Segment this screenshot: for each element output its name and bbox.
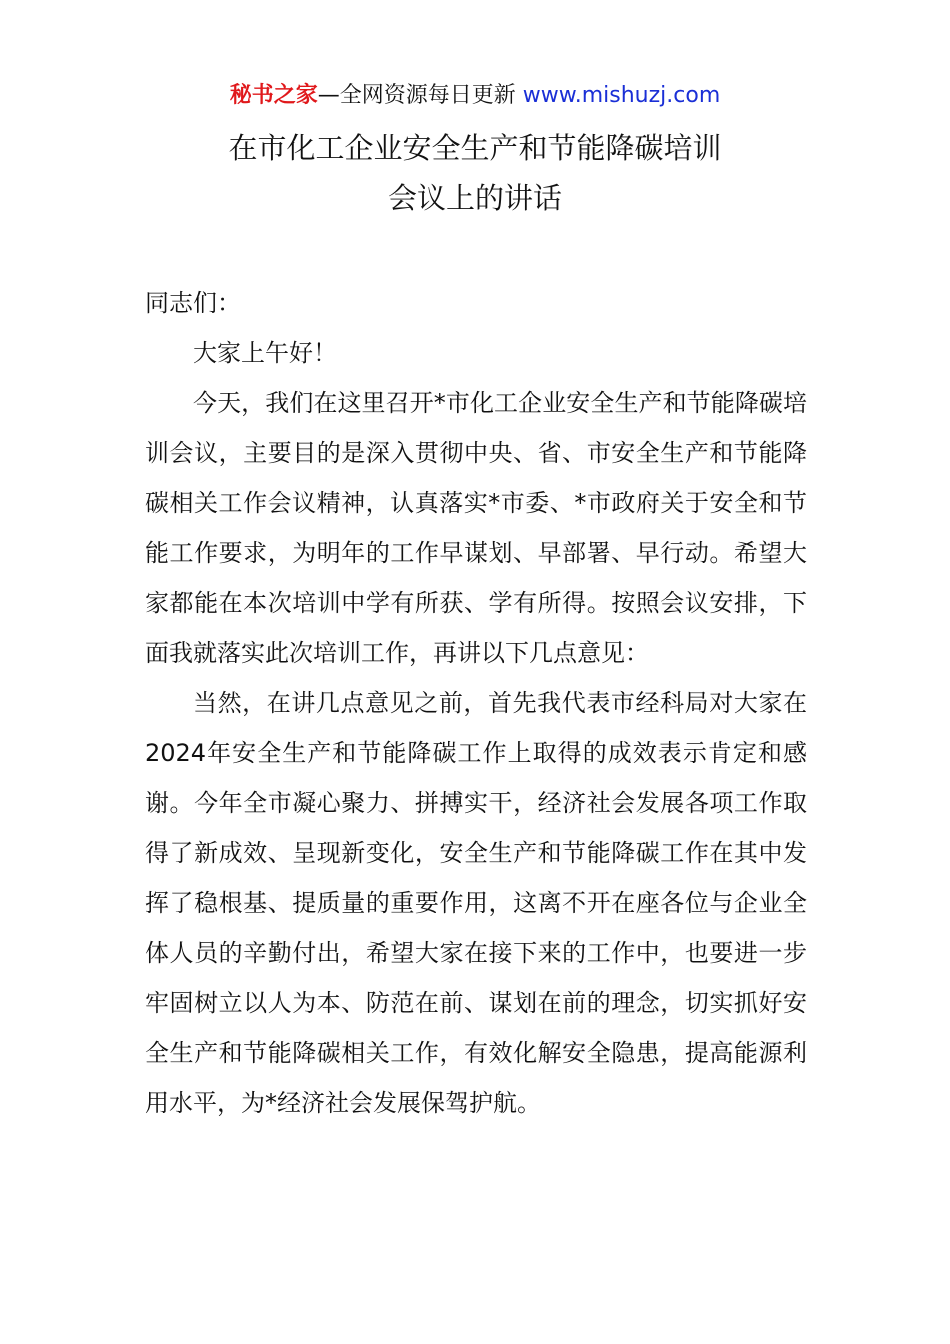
- site-header: [0, 80, 950, 112]
- paragraph-2: 当然，在讲几点意见之前，首先我代表市经科局对大家在2024年安全生产和节能降碳工作上取得的成效表示肯定和感谢。今年全市凝心聚力、拼搏实干，经济社会发展各项工作取得了新成效、呈现新变化，安全生产和节能降碳工作在其中发挥了稳根基、提质量的重要作用，这离不开在座各位与企业全体人员的辛勤付出，希望大家在接下来的工作中，也要进一步牢固树立以人为本、防范在前、谋划在前的理念，切实抓好安全生产和节能降碳相关工作，有效化解安全隐患，提高能源利用水平，为*经济社会发展保驾护航。: [145, 689, 807, 1117]
- header-slogan: —全网资源每日更新: [317, 83, 523, 108]
- greeting: 大家上午好！: [193, 339, 337, 367]
- site-url-link[interactable]: www.mishuzj.com: [522, 83, 721, 108]
- brand-name: 秘书之家: [229, 83, 318, 108]
- salutation: 同志们：: [145, 289, 241, 317]
- paragraph-1: 今天，我们在这里召开*市化工企业安全生产和节能降碳培训会议，主要目的是深入贯彻中央、省、市安全生产和节能降碳相关工作会议精神，认真落实*市委、*市政府关于安全和节能工作要求，为明年的工作早谋划、早部署、早行动。希望大家都能在本次培训中学有所获、学有所得。按照会议安排，下面我就落实此次培训工作，再讲以下几点意见：: [145, 389, 807, 667]
- document-body: [145, 278, 807, 1128]
- document-title-line-1: 在市化工企业安全生产和节能降碳培训: [228, 131, 722, 165]
- document-title-line-2: 会议上的讲话: [387, 181, 562, 215]
